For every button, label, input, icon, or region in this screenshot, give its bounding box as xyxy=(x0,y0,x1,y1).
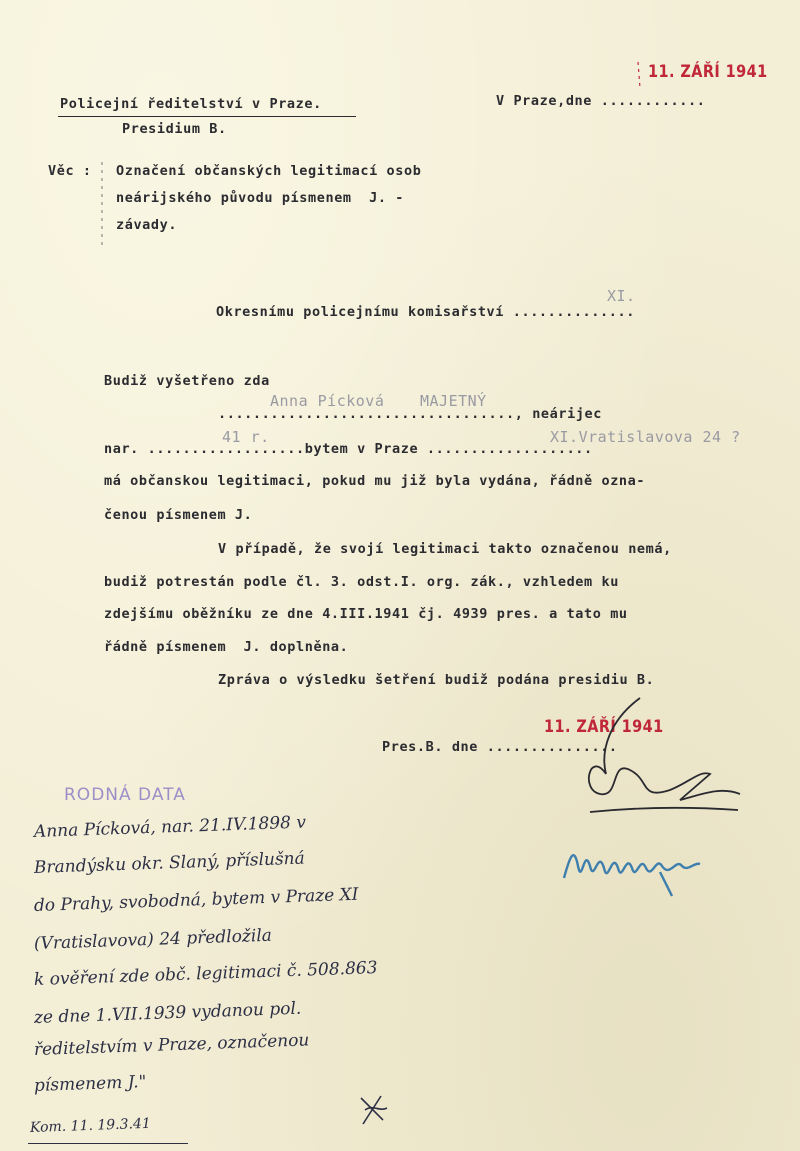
place-date-line: V Praze,dne ............ xyxy=(496,93,706,109)
para2-line-2: budiž potrestán podle čl. 3. odst.I. org. zák., vzhledem ku xyxy=(104,574,619,590)
handwritten-line-3: do Prahy, svobodná, bytem v Praze XI xyxy=(33,884,359,916)
handwritten-line-9: Kom. 11. 19.3.41 xyxy=(29,1115,152,1136)
signature-ink xyxy=(570,690,750,830)
signoff-underline xyxy=(28,1143,188,1144)
handwritten-line-6: ze dne 1.VII.1939 vydanou pol. xyxy=(33,998,302,1028)
handwritten-line-7: ředitelstvím v Praze, označenou xyxy=(33,1030,310,1060)
para2-line-3: zdejšímu oběžníku ze dne 4.III.1941 čj. 4939 pres. a tato mu xyxy=(104,606,628,622)
date-stamp-bottom: 11. ZÁŘÍ 1941 xyxy=(544,717,664,737)
authority-underline xyxy=(58,116,356,117)
date-stamp-top: 11. ZÁŘÍ 1941 xyxy=(648,62,768,82)
name-line: .................................., neárijec xyxy=(218,406,603,422)
filled-status: MAJETNÝ xyxy=(420,392,487,410)
subject-line-3: závady. xyxy=(116,217,178,233)
pres-date-line: Pres.B. dne ............... xyxy=(382,739,618,755)
authority-heading: Policejní ředitelství v Praze. xyxy=(60,96,322,112)
born-line: nar. ..................bytem v Praze ................... xyxy=(104,441,593,457)
rodna-data-stamp: RODNÁ DATA xyxy=(64,785,186,805)
body-line-4: čenou písmenem J. xyxy=(104,507,253,523)
handwritten-line-8: písmenem J." xyxy=(33,1072,147,1096)
recipient-line: Okresnímu policejnímu komisařství .............. xyxy=(216,304,635,320)
subject-line-1: Označení občanských legitimací osob xyxy=(116,163,422,179)
para2-line-4: řádně písmenem J. doplněna. xyxy=(104,639,349,655)
handwritten-line-2: Brandýsku okr. Slaný, příslušná xyxy=(33,848,306,878)
subject-label: Věc : xyxy=(48,163,92,179)
signature-blue xyxy=(560,826,710,906)
recipient-district: XI. xyxy=(607,287,636,305)
body-line-3: má občanskou legitimaci, pokud mu již byla vydána, řádně ozna- xyxy=(104,473,646,489)
filled-name: Anna Pícková xyxy=(270,392,385,410)
department-name: Presidium B. xyxy=(122,121,227,137)
body-intro: Budiž vyšetřeno zda xyxy=(104,373,270,389)
subject-bracket xyxy=(100,160,106,250)
handwritten-line-4: (Vratislavova) 24 předložila xyxy=(33,925,273,954)
stamp-mark-icon xyxy=(636,60,644,90)
handwritten-line-5: k ověření zde obč. legitimaci č. 508.863 xyxy=(33,958,378,990)
para3-line: Zpráva o výsledku šetření budiž podána presidiu B. xyxy=(218,672,655,688)
filled-address: XI.Vratislavova 24 ? xyxy=(550,428,741,446)
handwritten-line-1: Anna Pícková, nar. 21.IV.1898 v xyxy=(33,812,307,842)
subject-line-2: neárijského původu písmenem J. - xyxy=(116,190,405,206)
para2-line-1: V případě, že svojí legitimaci takto označenou nemá, xyxy=(218,541,672,557)
initials-mark xyxy=(355,1090,395,1130)
filled-age: 41 r. xyxy=(222,428,270,446)
